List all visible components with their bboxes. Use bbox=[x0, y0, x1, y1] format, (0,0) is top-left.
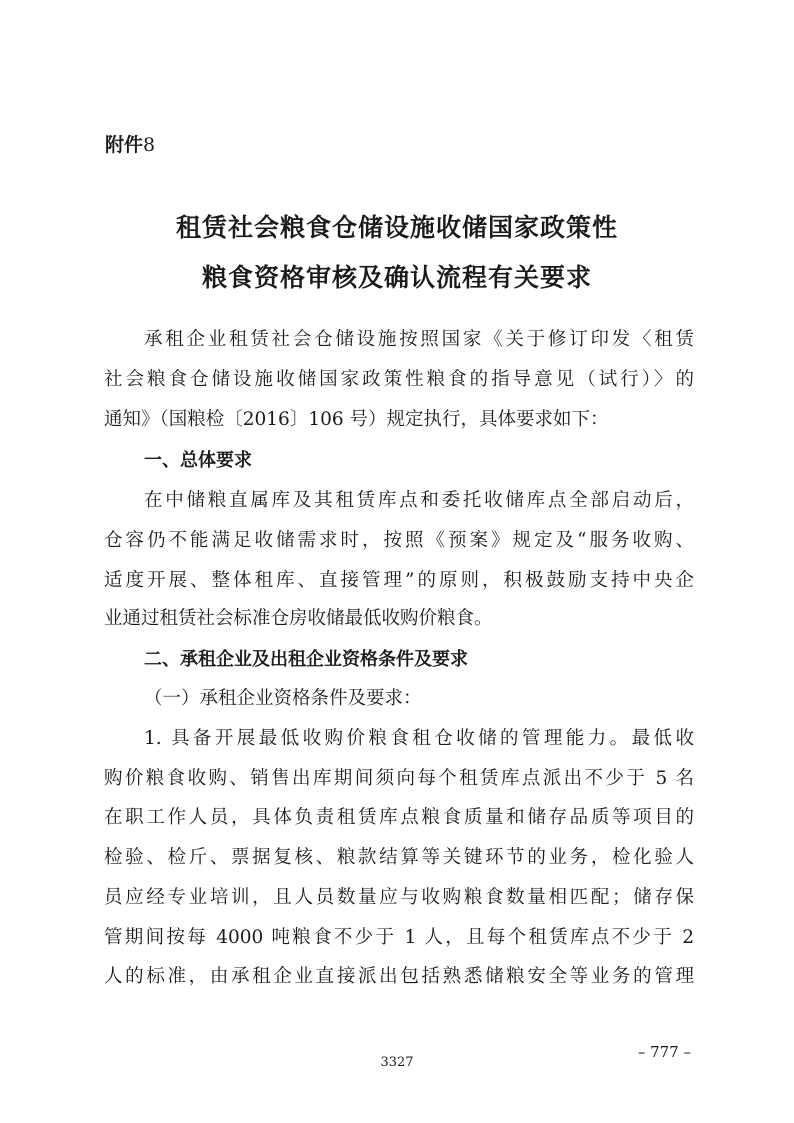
item-1-line-2: 购价粮食收购、销售出库期间须向每个租赁库点派出不少于 5 名 bbox=[104, 768, 694, 789]
section-1-line-2: 仓容仍不能满足收储需求时，按照《预案》规定及“服务收购、 bbox=[104, 530, 694, 551]
intro-line-3: 通知》（国粮检〔2016〕106 号）规定执行，具体要求如下： bbox=[104, 409, 609, 430]
page-number: – 777 – bbox=[637, 1043, 691, 1061]
section-1-line-1: 在中储粮直属库及其租赁库点和委托收储库点全部启动后， bbox=[144, 490, 694, 511]
item-1-line-1: 1. 具备开展最低收购价粮食租仓收储的管理能力。最低收 bbox=[144, 728, 694, 749]
section-1-line-4: 业通过租赁社会标准仓房收储最低收购价粮食。 bbox=[104, 608, 493, 629]
item-1-line-4: 检验、检斤、票据复核、粮款结算等关键环节的业务，检化验人 bbox=[104, 847, 694, 868]
sequence-number: 3327 bbox=[380, 1055, 414, 1070]
item-1-line-7: 人的标准，由承租企业直接派出包括熟悉储粮安全等业务的管理 bbox=[104, 966, 694, 987]
intro-line-1: 承租企业租赁社会仓储设施按照国家《关于修订印发〈租赁 bbox=[144, 329, 694, 350]
attachment-number: 8 bbox=[143, 134, 156, 156]
attachment-word: 附件 bbox=[105, 134, 144, 156]
section-1-line-3: 适度开展、整体租库、直接管理”的原则，积极鼓励支持中央企 bbox=[104, 570, 694, 591]
section-2-heading: 二、承租企业及出租企业资格条件及要求 bbox=[144, 649, 468, 670]
section-1-heading: 一、总体要求 bbox=[144, 450, 252, 471]
item-1-line-3: 在职工作人员，具体负责租赁库点粮食质量和储存品质等项目的 bbox=[104, 807, 694, 828]
item-1-line-5: 员应经专业培训，且人员数量应与收购粮食数量相匹配；储存保 bbox=[104, 887, 694, 908]
attachment-label bbox=[105, 131, 155, 159]
document-title-line-1: 租赁社会粮食仓储设施收储国家政策性 bbox=[175, 213, 618, 242]
section-2-subheading-1: （一）承租企业资格条件及要求： bbox=[144, 688, 422, 709]
document-title-line-2: 粮食资格审核及确认流程有关要求 bbox=[201, 263, 592, 292]
intro-line-2: 社会粮食仓储设施收储国家政策性粮食的指导意见（试行）〉的 bbox=[104, 369, 694, 390]
item-1-line-6: 管期间按每 4000 吨粮食不少于 1 人，且每个租赁库点不少于 2 bbox=[104, 927, 694, 948]
